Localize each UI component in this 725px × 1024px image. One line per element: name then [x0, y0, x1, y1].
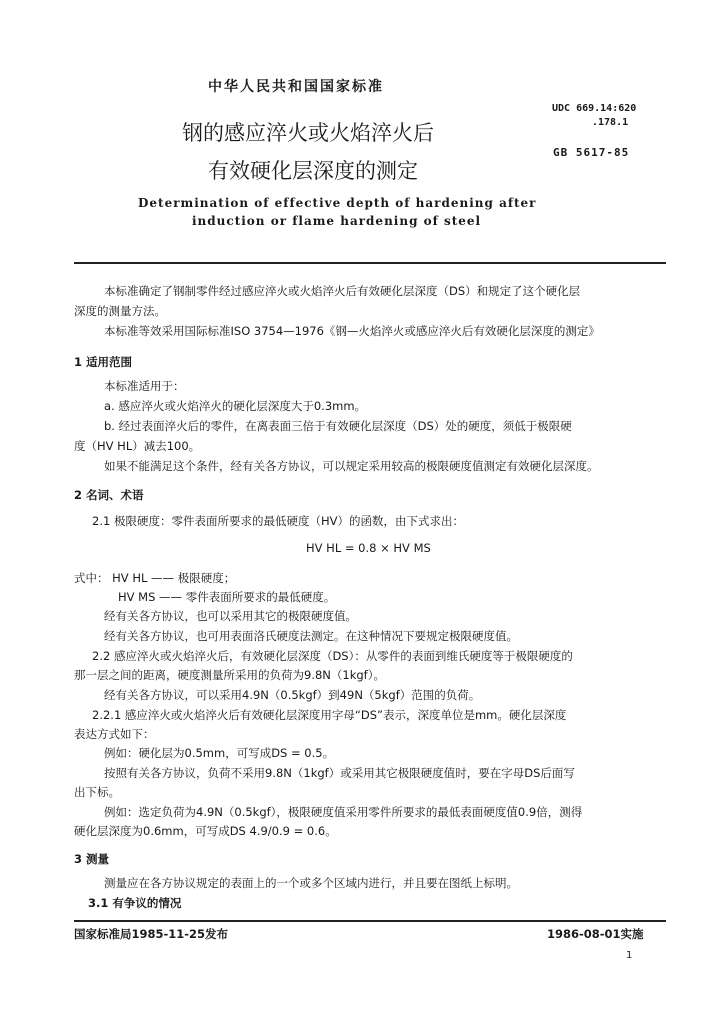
clause-2-2-1-example: 例如：硬化层为0.5mm，可写成DS = 0.5。: [104, 746, 335, 760]
clause-2-2-1: 2.2.1 感应淬火或火焰淬火后有效硬化层深度用字母“DS”表示，深度单位是mm。硬化层深度: [92, 708, 567, 722]
limit-hardness-formula: HV HL = 0.8 × HV MS: [306, 541, 431, 555]
intro-paragraph-cont: 深度的测量方法。: [74, 304, 166, 318]
intro-paragraph: 本标准确定了钢制零件经过感应淬火或火焰淬火后有效硬化层深度（DS）和规定了这个硬化层: [104, 284, 581, 298]
header-divider: [74, 262, 666, 264]
s1-item-b: b. 经过表面淬火后的零件，在离表面三倍于有效硬化层深度（DS）处的硬度，须低于极限硬: [104, 419, 572, 433]
clause-2-2-1-example-2: 例如：选定负荷为4.9N（0.5kgf），极限硬度值采用零件所要求的最低表面硬度值0.9倍，测得: [104, 805, 583, 819]
s1-paragraph: 本标准适用于：: [104, 379, 185, 393]
clause-2-2: 2.2 感应淬火或火焰淬火后，有效硬化层深度（DS）：从零件的表面到维氏硬度等于极限硬度的: [92, 649, 573, 663]
gb-number: GB 5617-85: [553, 146, 630, 159]
effective-date: 1986-08-01实施: [547, 927, 644, 941]
section-2-heading: 2 名词、术语: [74, 488, 144, 502]
english-title-line2: induction or flame hardening of steel: [192, 214, 482, 228]
document-title-line2: 有效硬化层深度的测定: [208, 159, 418, 183]
udc-code: UDC 669.14:620: [552, 103, 637, 114]
clause-2-2-1-note: 按照有关各方协议，负荷不采用9.8N（1kgf）或采用其它极限硬度值时，要在字母DS后面写: [104, 766, 575, 780]
clause-2-1: 2.1 极限硬度：零件表面所要求的最低硬度（HV）的函数，由下式求出：: [92, 514, 464, 528]
s1-item-b-cont: 度（HV HL）减去100。: [74, 439, 201, 453]
s1-paragraph-2: 如果不能满足这个条件，经有关各方协议，可以规定采用较高的极限硬度值测定有效硬化层深度。: [104, 459, 599, 473]
english-title-line1: Determination of effective depth of hardening after: [138, 196, 537, 210]
page-number: 1: [626, 950, 633, 961]
formula-where-1: 式中： HV HL —— 极限硬度；: [74, 571, 236, 585]
document-title-line1: 钢的感应淬火或火焰淬火后: [182, 121, 434, 145]
clause-2-1-note-2: 经有关各方协议，也可用表面洛氏硬度法测定。在这种情况下要规定极限硬度值。: [104, 629, 518, 643]
formula-where-2: HV MS —— 零件表面所要求的最低硬度。: [118, 590, 336, 604]
clause-2-2-1-note-cont: 出下标。: [74, 785, 120, 799]
intro-paragraph-2: 本标准等效采用国际标准ISO 3754—1976《钢—火焰淬火或感应淬火后有效硬化层深度的测定》: [104, 324, 600, 338]
footer-divider: [74, 920, 666, 922]
section-1-heading: 1 适用范围: [74, 355, 133, 369]
section-3-heading: 3 测量: [74, 852, 110, 866]
issue-date: 国家标准局1985-11-25发布: [74, 927, 229, 941]
clause-2-2-cont: 那一层之间的距离，硬度测量所采用的负荷为9.8N（1kgf）。: [74, 668, 385, 682]
s1-item-a: a. 感应淬火或火焰淬火的硬化层深度大于0.3mm。: [104, 399, 367, 413]
clause-2-1-note-1: 经有关各方协议，也可以采用其它的极限硬度值。: [104, 609, 357, 623]
s3-paragraph: 测量应在各方协议规定的表面上的一个或多个区域内进行，并且要在图纸上标明。: [104, 876, 518, 890]
clause-2-2-1-example-2-cont: 硬化层深度为0.6mm，可写成DS 4.9/0.9 = 0.6。: [74, 824, 337, 838]
clause-2-2-note: 经有关各方协议，可以采用4.9N（0.5kgf）到49N（5kgf）范围的负荷。: [104, 688, 481, 702]
clause-3-1: 3.1 有争议的情况: [88, 896, 182, 910]
national-standard-heading: 中华人民共和国国家标准: [208, 79, 384, 95]
udc-code-continued: .178.1: [592, 117, 629, 128]
clause-2-2-1-cont: 表达方式如下：: [74, 727, 155, 741]
